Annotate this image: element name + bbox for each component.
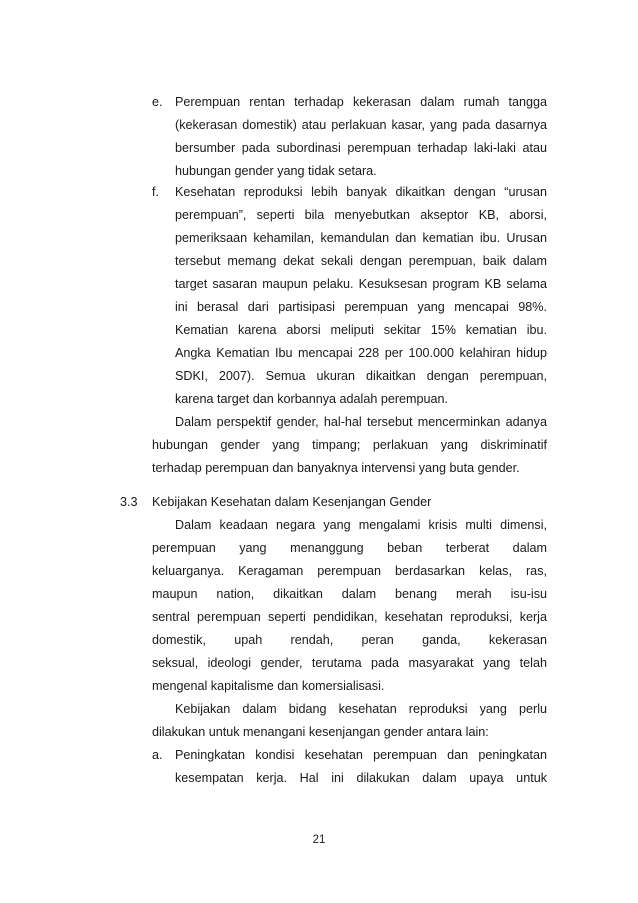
text-line: seksual, ideologi gender, terutama pada masyarakat yang telah bbox=[152, 656, 547, 670]
text-line: perempuan”, seperti bila menyebutkan akseptor KB, aborsi, bbox=[175, 208, 547, 222]
text-line: keluarganya. Keragaman perempuan berdasarkan kelas, ras, bbox=[152, 564, 547, 578]
page-number: 21 bbox=[312, 834, 326, 846]
text-line: Kesehatan reproduksi lebih banyak dikaitkan dengan “urusan bbox=[175, 185, 547, 199]
text-line: sentral perempuan seperti pendidikan, kesehatan reproduksi, kerja bbox=[152, 610, 547, 624]
text-line: Kematian karena aborsi meliputi sekitar 15% kematian ibu. bbox=[175, 323, 547, 337]
text-line: Angka Kematian Ibu mencapai 228 per 100.000 kelahiran hidup bbox=[175, 346, 547, 360]
list-marker: a. bbox=[152, 748, 163, 762]
text-line: Perempuan rentan terhadap kekerasan dalam rumah tangga bbox=[175, 95, 547, 109]
section-number: 3.3 bbox=[120, 495, 138, 509]
text-line: perempuan yang menanggung beban terberat dalam bbox=[152, 541, 547, 555]
text-line: karena target dan korbannya adalah perempuan. bbox=[175, 392, 449, 406]
text-line: domestik, upah rendah, peran ganda, kekerasan bbox=[152, 633, 547, 647]
text-line: mengenal kapitalisme dan komersialisasi. bbox=[152, 679, 385, 693]
text-line: hubungan gender yang tidak setara. bbox=[175, 164, 377, 178]
list-marker: f. bbox=[152, 185, 159, 199]
text-line: bersumber pada subordinasi perempuan terhadap laki-laki atau bbox=[175, 141, 547, 155]
text-line: kesempatan kerja. Hal ini dilakukan dalam upaya untuk bbox=[175, 771, 547, 785]
text-line: ini berasal dari partisipasi perempuan yang mencapai 98%. bbox=[175, 300, 547, 314]
text-line: Kebijakan dalam bidang kesehatan reproduksi yang perlu bbox=[175, 702, 547, 716]
text-line: (kekerasan domestik) atau perlakuan kasar, yang pada dasarnya bbox=[175, 118, 547, 132]
text-line: dilakukan untuk menangani kesenjangan gender antara lain: bbox=[152, 725, 489, 739]
text-line: SDKI, 2007). Semua ukuran dikaitkan dengan perempuan, bbox=[175, 369, 547, 383]
text-line: Peningkatan kondisi kesehatan perempuan dan peningkatan bbox=[175, 748, 547, 762]
text-line: Dalam perspektif gender, hal-hal tersebut mencerminkan adanya bbox=[175, 415, 547, 429]
text-line: maupun nation, dikaitkan dalam benang merah isu-isu bbox=[152, 587, 547, 601]
text-line: tersebut memang dekat sekali dengan perempuan, baik dalam bbox=[175, 254, 547, 268]
text-line: hubungan gender yang timpang; perlakuan yang diskriminatif bbox=[152, 438, 547, 452]
list-marker: e. bbox=[152, 95, 163, 109]
text-line: Dalam keadaan negara yang mengalami krisis multi dimensi, bbox=[175, 518, 547, 532]
text-line: terhadap perempuan dan banyaknya intervensi yang buta gender. bbox=[152, 461, 520, 475]
text-line: target sasaran maupun pelaku. Kesuksesan program KB selama bbox=[175, 277, 547, 291]
text-line: pemeriksaan kehamilan, kemandulan dan kematian ibu. Urusan bbox=[175, 231, 547, 245]
section-title: Kebijakan Kesehatan dalam Kesenjangan Gender bbox=[152, 495, 432, 509]
